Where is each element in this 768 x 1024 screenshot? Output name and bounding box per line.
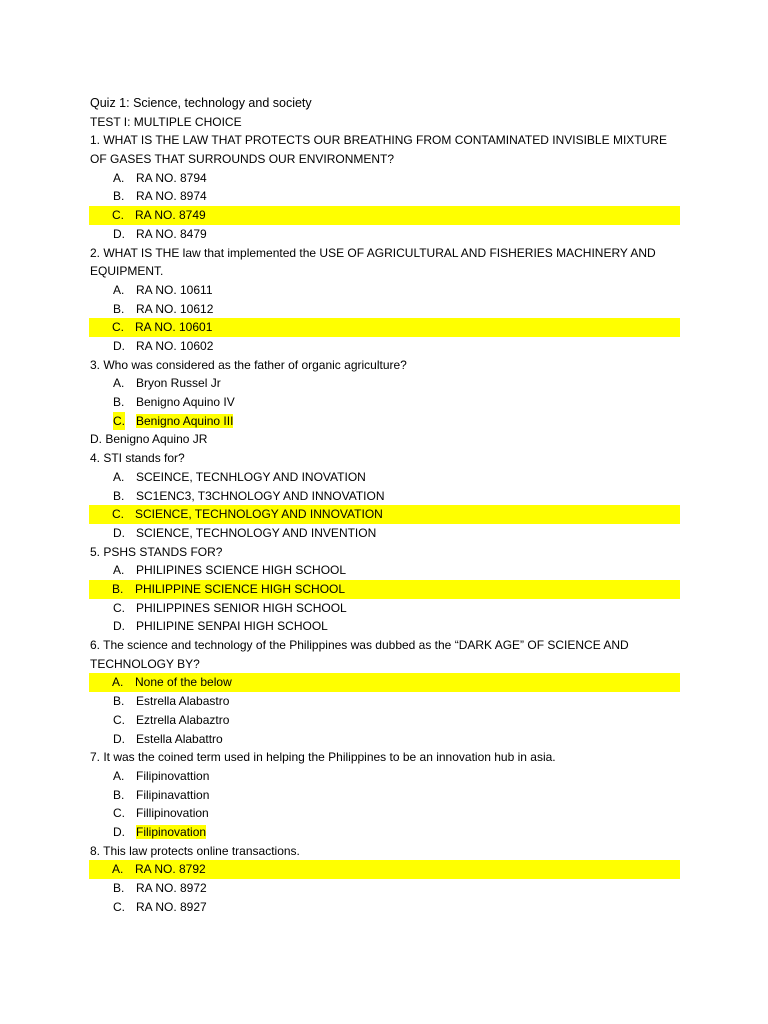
question-1-option-a: A. RA NO. 8794 — [113, 170, 207, 185]
question-6-option-b: B. Estrella Alabastro — [113, 694, 230, 709]
question-4-option-b: B. SC1ENC3, T3CHNOLOGY AND INNOVATION — [113, 488, 385, 503]
question-5-text: 5. PSHS STANDS FOR? — [90, 544, 223, 559]
question-1-option-d: D. RA NO. 8479 — [113, 226, 207, 241]
question-4-option-a: A. SCEINCE, TECNHLOGY AND INOVATION — [113, 469, 366, 484]
test-heading: TEST I: MULTIPLE CHOICE — [90, 114, 242, 129]
question-3-option-a: A. Bryon Russel Jr — [113, 376, 221, 391]
question-7-option-d-answer: D. Filipinovation — [113, 824, 207, 839]
question-4-option-d: D. SCIENCE, TECHNOLOGY AND INVENTION — [113, 525, 377, 540]
question-1-option-b: B. RA NO. 8974 — [113, 189, 207, 204]
question-8-option-a-answer: A. RA NO. 8792 — [89, 860, 680, 879]
question-5-option-a: A. PHILIPINES SCIENCE HIGH SCHOOL — [113, 563, 347, 578]
question-6-text: 6. The science and technology of the Philippines was dubbed as the “DARK AGE” OF SCIENCE AND TECHNOLOGY BY? — [90, 638, 629, 671]
question-3-text: 3. Who was considered as the father of organic agriculture? — [90, 357, 407, 372]
question-4-option-c-answer: C. SCIENCE, TECHNOLOGY AND INNOVATION — [89, 505, 680, 524]
quiz-document — [90, 94, 680, 916]
question-7-option-b: B. Filipinavattion — [113, 787, 210, 802]
question-3-option-c-answer: C. Benigno Aquino III — [90, 412, 680, 431]
question-6 — [90, 636, 680, 748]
question-5-option-b-answer: B. PHILIPPINE SCIENCE HIGH SCHOOL — [89, 580, 680, 599]
question-5-option-d: D. PHILIPINE SENPAI HIGH SCHOOL — [113, 619, 328, 634]
question-2-option-b: B. RA NO. 10612 — [113, 301, 214, 316]
question-2-option-c-answer: C. RA NO. 10601 — [89, 318, 680, 337]
question-6-option-d: D. Estella Alabattro — [113, 731, 223, 746]
question-8-option-c: C. RA NO. 8927 — [113, 899, 207, 914]
question-5 — [90, 543, 680, 636]
question-6-option-c: C. Eztrella Alabaztro — [113, 712, 230, 727]
question-1 — [90, 131, 680, 243]
question-1-option-c-answer: C. RA NO. 8749 — [89, 206, 680, 225]
question-7 — [90, 748, 680, 841]
question-4 — [90, 449, 680, 542]
document-title: Quiz 1: Science, technology and society — [90, 96, 312, 110]
question-2-option-a: A. RA NO. 10611 — [113, 282, 213, 297]
question-3-option-b: B. Benigno Aquino IV — [113, 395, 235, 410]
question-7-option-a: A. Filipinovattion — [113, 768, 210, 783]
question-2-option-d: D. RA NO. 10602 — [113, 339, 214, 353]
question-2-text: 2. WHAT IS THE law that implemented the USE OF AGRICULTURAL AND FISHERIES MACHINERY AND EQUIPMENT. — [90, 245, 656, 279]
question-6-option-a-answer: A. None of the below — [89, 673, 680, 692]
question-8 — [90, 842, 680, 917]
question-5-option-c: C. PHILIPPINES SENIOR HIGH SCHOOL — [113, 600, 347, 615]
question-8-text: 8. This law protects online transactions. — [90, 843, 300, 858]
question-2 — [90, 244, 680, 356]
question-7-option-c: C. Fillipinovation — [113, 806, 209, 821]
question-3-option-d: D. Benigno Aquino JR — [90, 432, 208, 447]
question-7-text: 7. It was the coined term used in helping the Philippines to be an innovation hub in asia. — [90, 750, 556, 765]
question-1-text: 1. WHAT IS THE LAW THAT PROTECTS OUR BREATHING FROM CONTAMINATED INVISIBLE MIXTURE OF GASES THAT SURROUNDS OUR ENVIRONMENT? — [90, 133, 667, 167]
question-4-text: 4. STI stands for? — [90, 451, 185, 466]
question-8-option-b: B. RA NO. 8972 — [113, 881, 207, 896]
question-3 — [90, 356, 680, 449]
